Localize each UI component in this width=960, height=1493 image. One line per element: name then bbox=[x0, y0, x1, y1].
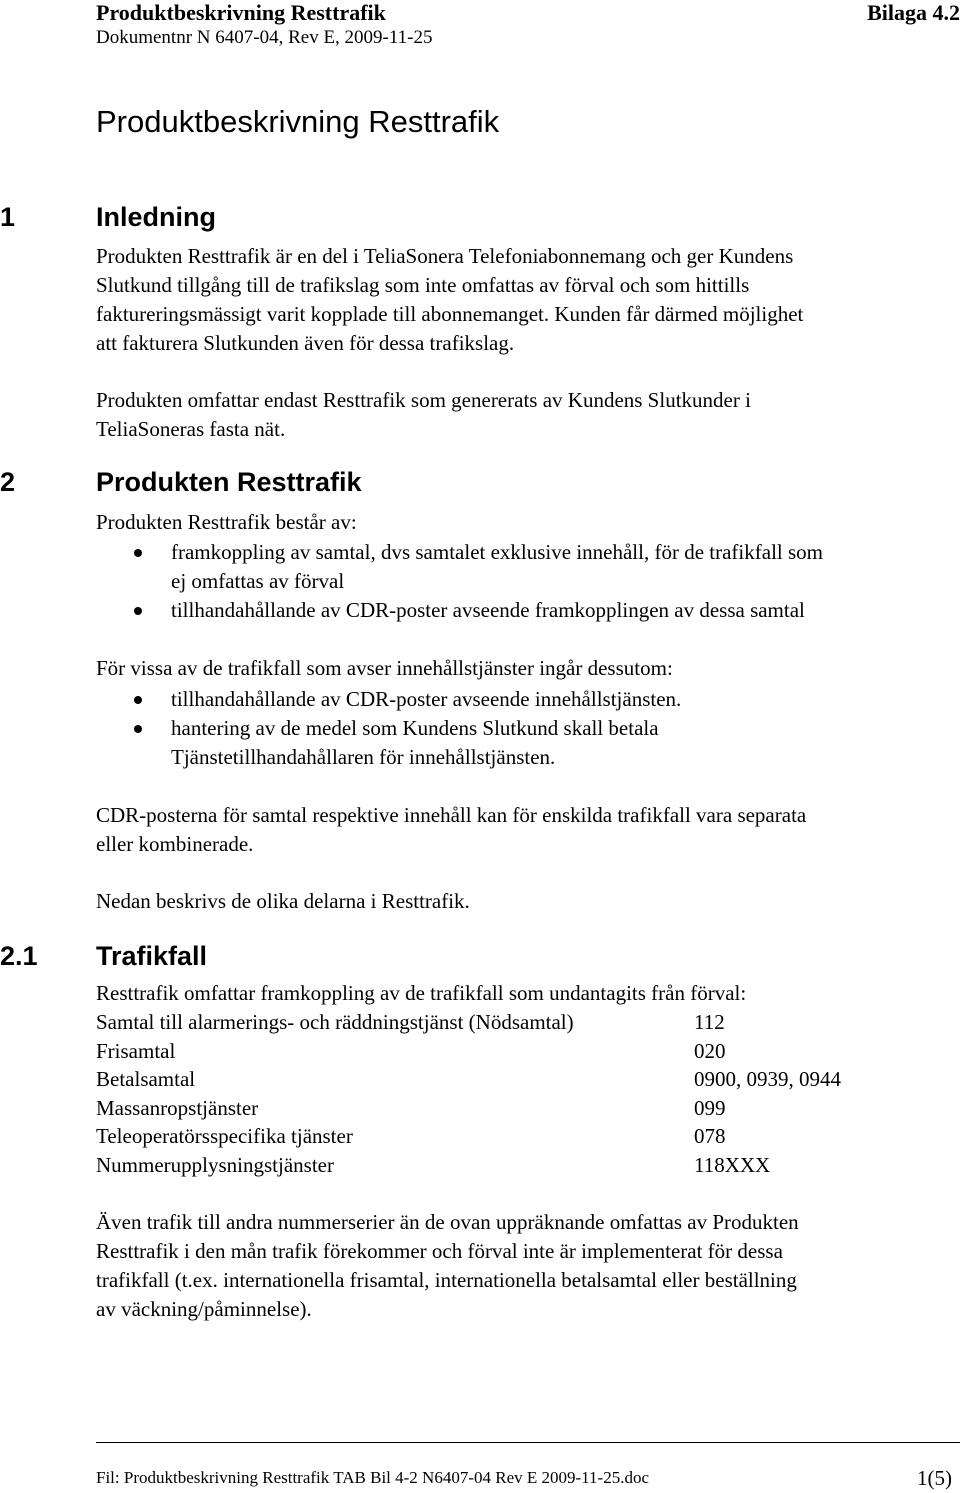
section-2-below-paragraph bbox=[96, 887, 956, 916]
footer-file-name: Fil: Produktbeskrivning Resttrafik TAB Bil 4-2 N6407-04 Rev E 2009-11-25.doc bbox=[96, 1468, 649, 1487]
list-item-line: tillhandahållande av CDR-poster avseende framkopplingen av dessa samtal bbox=[171, 598, 805, 622]
list-item-line: Tjänstetillhandahållaren för innehållstjänsten. bbox=[171, 745, 556, 769]
section-1-paragraph-1 bbox=[96, 242, 956, 358]
list-item bbox=[96, 685, 956, 714]
paragraph-line: faktureringsmässigt varit kopplade till abonnemanget. Kunden får därmed möjlighet bbox=[96, 302, 804, 326]
service-name: Betalsamtal bbox=[96, 1067, 196, 1092]
paragraph-line: att fakturera Slutkunden även för dessa trafikslag. bbox=[96, 331, 515, 355]
paragraph-line: av väckning/påminnelse). bbox=[96, 1297, 312, 1321]
table-row bbox=[96, 1151, 841, 1180]
list-item-line: ej omfattas av förval bbox=[171, 569, 345, 593]
section-title: Produkten Resttrafik bbox=[96, 467, 362, 497]
section-2-1-also-paragraph bbox=[96, 1208, 956, 1324]
paragraph-line: trafikfall (t.ex. internationella frisamtal, internationella betalsamtal eller beställning bbox=[96, 1268, 797, 1292]
paragraph-line: eller kombinerade. bbox=[96, 832, 254, 856]
service-code: 078 bbox=[694, 1124, 726, 1149]
list-item bbox=[96, 538, 956, 596]
paragraph-line: Nedan beskrivs de olika delarna i Resttrafik. bbox=[96, 889, 470, 913]
footer-divider bbox=[96, 1442, 960, 1443]
bullet-icon bbox=[134, 549, 142, 557]
header-title: Produktbeskrivning Resttrafik bbox=[96, 0, 386, 25]
section-2-intro bbox=[96, 508, 956, 537]
service-name: Massanropstjänster bbox=[96, 1095, 259, 1120]
header-doc-number: Dokumentnr N 6407-04, Rev E, 2009-11-25 bbox=[96, 27, 433, 48]
section-title: Trafikfall bbox=[96, 941, 208, 971]
list-item-line: hantering av de medel som Kundens Slutkund skall betala bbox=[171, 716, 659, 740]
section-number: 2.1 bbox=[0, 941, 38, 971]
paragraph-line: Slutkund tillgång till de trafikslag som inte omfattas av förval och som hittills bbox=[96, 273, 750, 297]
bullet-icon bbox=[134, 696, 142, 704]
section-2-1-intro bbox=[96, 979, 956, 1008]
paragraph-line: Även trafik till andra nummerserier än de ovan uppräknande omfattas av Produkten bbox=[96, 1210, 799, 1234]
service-name: Teleoperatörsspecifika tjänster bbox=[96, 1124, 353, 1149]
table-row bbox=[96, 1122, 841, 1151]
bullet-icon bbox=[134, 607, 142, 615]
service-name: Frisamtal bbox=[96, 1038, 176, 1063]
section-number: 1 bbox=[0, 202, 16, 232]
traffic-case-table bbox=[96, 1008, 841, 1180]
document-title: Produktbeskrivning Resttrafik bbox=[96, 104, 500, 139]
table-row bbox=[96, 1065, 841, 1094]
section-2-content-intro bbox=[96, 654, 956, 683]
table-row bbox=[96, 1094, 841, 1123]
section-2-bullet-list-2 bbox=[96, 685, 956, 772]
section-number: 2 bbox=[0, 467, 16, 497]
list-item bbox=[96, 714, 956, 772]
service-code: 0900, 0939, 0944 bbox=[694, 1067, 841, 1092]
paragraph-line: Produkten omfattar endast Resttrafik som genererats av Kundens Slutkunder i bbox=[96, 388, 751, 412]
service-code: 118XXX bbox=[694, 1152, 771, 1177]
section-1-paragraph-2 bbox=[96, 386, 956, 444]
paragraph-line: Produkten Resttrafik är en del i TeliaSonera Telefoniabonnemang och ger Kundens bbox=[96, 244, 794, 268]
service-name: Nummerupplysningstjänster bbox=[96, 1152, 334, 1177]
paragraph-line: Resttrafik omfattar framkoppling av de trafikfall som undantagits från förval: bbox=[96, 981, 747, 1005]
service-code: 112 bbox=[694, 1010, 725, 1034]
service-code: 020 bbox=[694, 1038, 726, 1063]
table-row bbox=[96, 1037, 841, 1066]
header-appendix: Bilaga 4.2 bbox=[867, 0, 960, 25]
paragraph-line: TeliaSoneras fasta nät. bbox=[96, 417, 286, 441]
section-2-bullet-list-1 bbox=[96, 538, 956, 625]
table-row bbox=[96, 1008, 841, 1037]
list-item bbox=[96, 596, 956, 625]
bullet-icon bbox=[134, 725, 142, 733]
list-item-line: framkoppling av samtal, dvs samtalet exklusive innehåll, för de trafikfall som bbox=[171, 540, 823, 564]
section-2-cdr-paragraph bbox=[96, 801, 956, 859]
paragraph-line: Resttrafik i den mån trafik förekommer och förval inte är implementerat för dessa bbox=[96, 1239, 783, 1263]
paragraph-line: CDR-posterna för samtal respektive innehåll kan för enskilda trafikfall vara separata bbox=[96, 803, 807, 827]
service-name: Samtal till alarmerings- och räddningstjänst (Nödsamtal) bbox=[96, 1010, 574, 1034]
service-code: 099 bbox=[694, 1095, 726, 1120]
section-title: Inledning bbox=[96, 202, 216, 232]
list-item-line: tillhandahållande av CDR-poster avseende innehållstjänsten. bbox=[171, 687, 682, 711]
paragraph-line: För vissa av de trafikfall som avser innehållstjänster ingår dessutom: bbox=[96, 656, 673, 680]
paragraph-line: Produkten Resttrafik består av: bbox=[96, 510, 357, 534]
footer-page-number: 1(5) bbox=[917, 1466, 952, 1490]
